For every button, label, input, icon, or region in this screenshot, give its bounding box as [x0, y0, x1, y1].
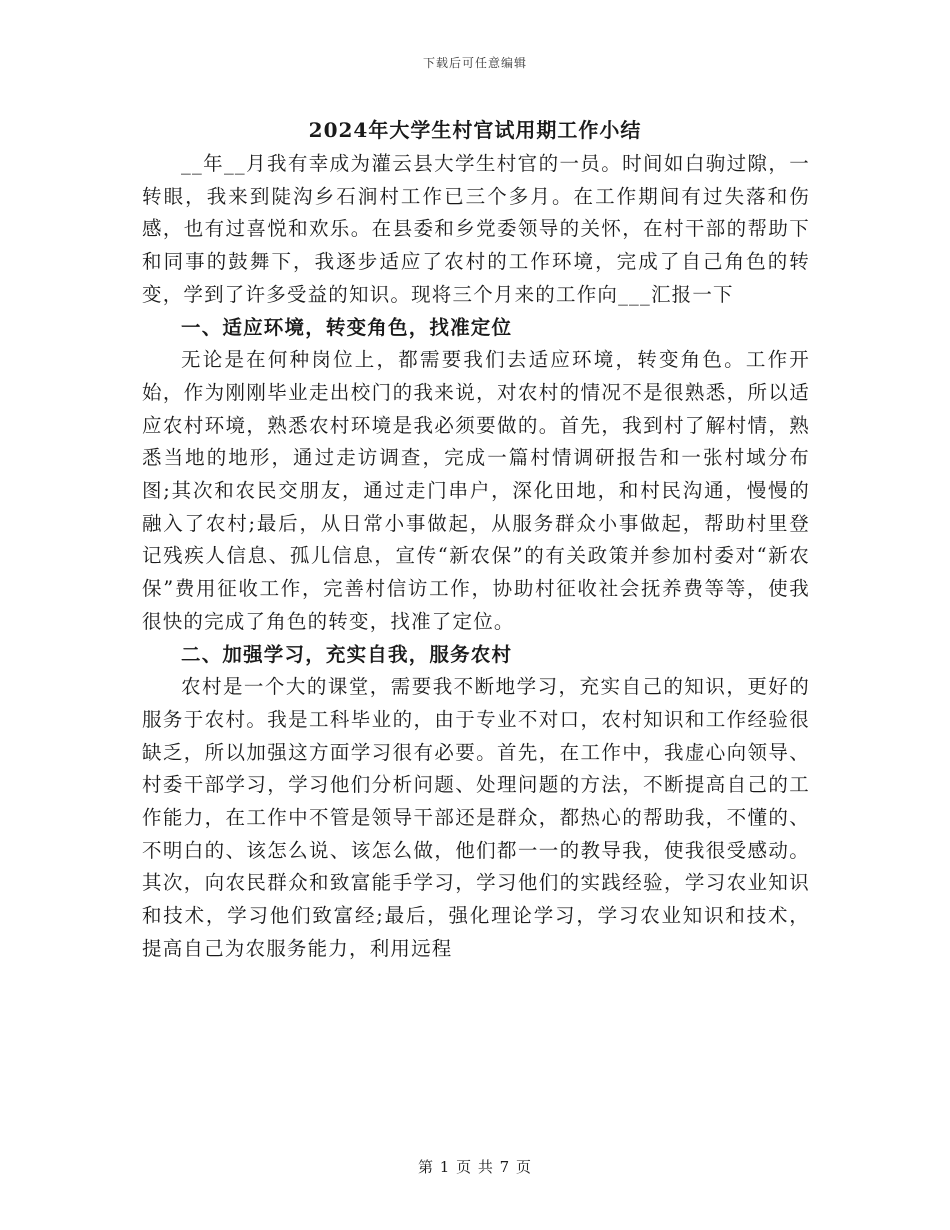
intro-paragraph: __年__月我有幸成为灌云县大学生村官的一员。时间如白驹过隙，一转眼，我来到陡沟乡石涧村工作已三个多月。在工作期间有过失落和伤感，也有过喜悦和欢乐。在县委和乡党委领导的关怀，在村干部的帮助下和同事的鼓舞下，我逐步适应了农村的工作环境，完成了自己角色的转变，学到了许多受益的知识。现将三个月来的工作向___汇报一下 — [142, 152, 810, 306]
section-paragraph-2: 农村是一个大的课堂，需要我不断地学习，充实自己的知识，更好的服务于农村。我是工科毕业的，由于专业不对口，农村知识和工作经验很缺乏，所以加强这方面学习很有必要。首先，在工作中，我虚心向领导、村委干部学习，学习他们分析问题、处理问题的方法，不断提高自己的工作能力，在工作中不管是领导干部还是群众，都热心的帮助我，不懂的、不明白的、该怎么说、该怎么做，他们都一一的教导我，使我很受感动。其次，向农民群众和致富能手学习，学习他们的实践经验，学习农业知识和技术，学习他们致富经;最后，强化理论学习，学习农业知识和技术，提高自己为农服务能力，利用远程 — [142, 675, 810, 960]
section-heading-1: 一、适应环境，转变角色，找准定位 — [181, 315, 513, 339]
section-paragraph-1: 无论是在何种岗位上，都需要我们去适应环境，转变角色。工作开始，作为刚刚毕业走出校门的我来说，对农村的情况不是很熟悉，所以适应农村环境，熟悉农村环境是我必须要做的。首先，我到村了解村情，熟悉当地的地形，通过走访调查，完成一篇村情调研报告和一张村域分布图;其次和农民交朋友，通过走门串户，深化田地，和村民沟通，慢慢的融入了农村;最后，从日常小事做起，从服务群众小事做起，帮助村里登记残疾人信息、孤儿信息，宣传“新农保”的有关政策并参加村委对“新农保”费用征收工作，完善村信访工作，协助村征收社会抚养费等等，使我很快的完成了角色的转变，找准了定位。 — [142, 348, 810, 633]
section-heading-2: 二、加强学习，充实自我，服务农村 — [181, 642, 513, 666]
document-title: 2024年大学生村官试用期工作小结 — [308, 118, 642, 142]
document-body — [142, 148, 810, 966]
header-note: 下载后可任意编辑 — [422, 56, 527, 70]
page-number: 第 1 页 共 7 页 — [418, 1158, 532, 1176]
